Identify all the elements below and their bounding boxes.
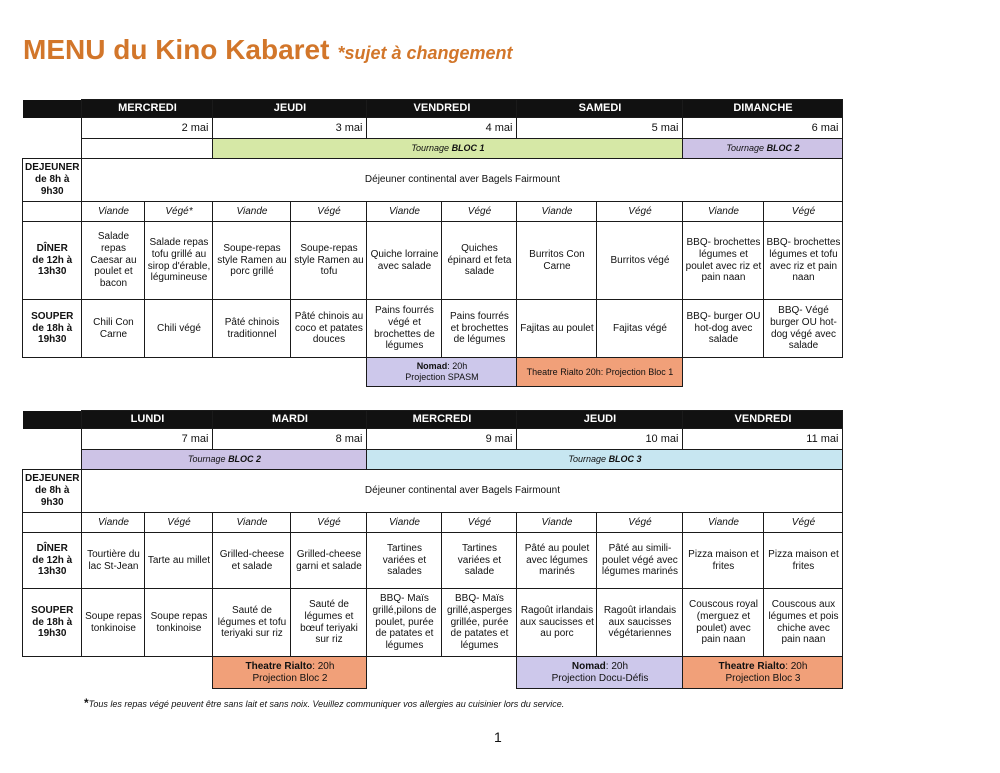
meal-name: DÎNER	[36, 542, 68, 554]
breakfast-cell: Déjeuner continental aver Bagels Fairmount	[82, 470, 843, 513]
day-header: JEUDI	[517, 411, 683, 429]
day-date: 3 mai	[213, 118, 367, 139]
menu-item: Pains fourrés et brochettes de légumes	[442, 300, 517, 358]
event-time: : 20h	[785, 660, 808, 672]
meal-label-dinner	[23, 589, 82, 657]
phase-bloc2	[683, 139, 843, 159]
day-date: 2 mai	[82, 118, 213, 139]
event-rialto: Theatre Rialto 20h: Projection Bloc 1	[517, 358, 683, 387]
sub-label: Viande	[213, 202, 291, 222]
menu-item: Quiches épinard et feta salade	[442, 222, 517, 300]
menu-item: Soupe-repas style Ramen au tofu	[291, 222, 367, 300]
sub-label: Végé	[291, 513, 367, 533]
meal-label-lunch	[23, 533, 82, 589]
day-header: MERCREDI	[367, 411, 517, 429]
menu-item: Pizza maison et frites	[683, 533, 764, 589]
menu-item: Pains fourrés végé et brochettes de légumes	[367, 300, 442, 358]
menu-item: BBQ- burger OU hot-dog avec salade	[683, 300, 764, 358]
sub-label: Végé	[597, 202, 683, 222]
menu-item: Sauté de légumes et tofu teriyaki sur riz	[213, 589, 291, 657]
phase-label: Tournage	[726, 143, 767, 154]
meal-time: de 18h à 19h30	[32, 322, 73, 346]
phase-bloc2	[82, 450, 367, 470]
week2-schedule	[22, 410, 843, 689]
meal-label-breakfast	[23, 159, 82, 202]
meal-time: de 12h à 13h30	[32, 554, 73, 578]
phase-label: Tournage	[187, 454, 229, 465]
sub-label: Végé	[764, 202, 843, 222]
menu-item: Quiche lorraine avec salade	[367, 222, 442, 300]
sub-label: Végé*	[145, 202, 213, 222]
meal-name: DEJEUNER	[25, 162, 80, 174]
menu-item: Tarte au millet	[145, 533, 213, 589]
menu-item: Fajitas au poulet	[517, 300, 597, 358]
day-date: 7 mai	[82, 429, 213, 450]
sub-label: Viande	[367, 202, 442, 222]
sub-label: Végé	[442, 202, 517, 222]
day-header: DIMANCHE	[683, 100, 843, 118]
event-venue: Theatre Rialto	[718, 660, 786, 672]
day-header: MARDI	[213, 411, 367, 429]
menu-item: Grilled-cheese garni et salade	[291, 533, 367, 589]
sub-label: Viande	[683, 202, 764, 222]
sub-label: Viande	[213, 513, 291, 533]
day-date: 6 mai	[683, 118, 843, 139]
event-rialto-bloc2	[213, 657, 367, 689]
meal-name: SOUPER	[31, 604, 74, 616]
meal-time: de 8h à 9h30	[35, 174, 70, 197]
meal-time: de 8h à 9h30	[35, 485, 70, 508]
menu-item: Couscous royal (merguez et poulet) avec pain naan	[683, 589, 764, 657]
event-venue: Nomad	[416, 361, 448, 372]
event-venue: Theatre Rialto	[245, 660, 313, 672]
event-time: : 20h	[312, 660, 335, 672]
phase-label: Tournage	[568, 454, 609, 465]
meal-name: DEJEUNER	[25, 473, 80, 485]
sub-label: Végé	[597, 513, 683, 533]
menu-item: Pizza maison et frites	[764, 533, 843, 589]
menu-item: Chili végé	[145, 300, 213, 358]
sub-empty	[23, 202, 82, 222]
meal-name: DÎNER	[36, 242, 68, 254]
event-time: : 20h	[605, 660, 629, 672]
sub-label: Viande	[82, 202, 145, 222]
menu-item: Soupe-repas style Ramen au porc grillé	[213, 222, 291, 300]
menu-item: Pâté chinois traditionnel	[213, 300, 291, 358]
day-date: 9 mai	[367, 429, 517, 450]
footnote	[84, 696, 564, 710]
day-header: VENDREDI	[683, 411, 843, 429]
meal-label-breakfast	[23, 470, 82, 513]
day-date: 8 mai	[213, 429, 367, 450]
event-desc: Projection Bloc 3	[725, 672, 801, 684]
sub-label: Végé	[145, 513, 213, 533]
menu-item: Ragoût irlandais aux saucisses végétariennes	[597, 589, 683, 657]
phase-bloc: BLOC 3	[608, 454, 642, 465]
sub-label: Végé	[764, 513, 843, 533]
sub-empty	[23, 513, 82, 533]
day-header: LUNDI	[82, 411, 213, 429]
menu-item: Soupe repas tonkinoise	[145, 589, 213, 657]
event-nomad	[367, 358, 517, 387]
day-header: SAMEDI	[517, 100, 683, 118]
menu-item: BBQ- brochettes légumes et tofu avec riz et pain naan	[764, 222, 843, 300]
day-date: 11 mai	[683, 429, 843, 450]
event-desc: Projection Docu-Défis	[551, 672, 649, 684]
sub-label: Viande	[683, 513, 764, 533]
sub-label: Viande	[367, 513, 442, 533]
event-rialto-bloc3	[683, 657, 843, 689]
phase-bloc1	[213, 139, 683, 159]
menu-item: BBQ- brochettes légumes et poulet avec riz et pain naan	[683, 222, 764, 300]
menu-item: BBQ- Maïs grillé,asperges grillée, purée de patates et légumes	[442, 589, 517, 657]
day-header: VENDREDI	[367, 100, 517, 118]
page-number: 1	[494, 729, 502, 745]
sub-label: Végé	[442, 513, 517, 533]
menu-item: Salade repas Caesar au poulet et bacon	[82, 222, 145, 300]
menu-item: Couscous aux légumes et pois chiche avec pain naan	[764, 589, 843, 657]
menu-item: BBQ- Maïs grillé,pilons de poulet, purée de patates et légumes	[367, 589, 442, 657]
menu-item: Sauté de légumes et bœuf teriyaki sur riz	[291, 589, 367, 657]
sub-label: Viande	[517, 513, 597, 533]
event-nomad-docu	[517, 657, 683, 689]
footnote-star: *	[84, 696, 89, 710]
week1-schedule	[22, 99, 843, 387]
menu-item: Pâté au poulet avec légumes marinés	[517, 533, 597, 589]
day-header: JEUDI	[213, 100, 367, 118]
menu-item: Burritos végé	[597, 222, 683, 300]
menu-item: Chili Con Carne	[82, 300, 145, 358]
menu-item: Tartines variées et salade	[442, 533, 517, 589]
menu-item: Pâté chinois au coco et patates douces	[291, 300, 367, 358]
event-desc: Projection SPASM	[405, 372, 479, 382]
meal-label-dinner	[23, 300, 82, 358]
event-time: : 20h	[447, 361, 468, 372]
footnote-text: Tous les repas végé peuvent être sans lait et sans noix. Veuillez communiquer vos allergies au cuisinier lors du service.	[88, 699, 565, 709]
menu-item: Salade repas tofu grillé au sirop d'érable, légumineuse	[145, 222, 213, 300]
day-header: MERCREDI	[82, 100, 213, 118]
meal-time: de 12h à 13h30	[32, 254, 73, 278]
page-title	[23, 34, 513, 66]
menu-item: Burritos Con Carne	[517, 222, 597, 300]
menu-item: BBQ- Végé burger OU hot-dog végé avec salade	[764, 300, 843, 358]
menu-item: Fajitas végé	[597, 300, 683, 358]
menu-item: Soupe repas tonkinoise	[82, 589, 145, 657]
menu-title: MENU du Kino Kabaret	[23, 34, 330, 65]
phase-bloc: BLOC 1	[451, 143, 485, 154]
phase-bloc3	[367, 450, 843, 470]
phase-bloc: BLOC 2	[228, 454, 262, 465]
menu-subtitle: *sujet à changement	[337, 43, 513, 63]
phase-bloc: BLOC 2	[766, 143, 800, 154]
breakfast-cell: Déjeuner continental aver Bagels Fairmount	[82, 159, 843, 202]
day-date: 10 mai	[517, 429, 683, 450]
day-date: 5 mai	[517, 118, 683, 139]
menu-item: Tourtière du lac St-Jean	[82, 533, 145, 589]
event-desc: Projection Bloc 2	[252, 672, 328, 684]
meal-name: SOUPER	[31, 310, 74, 322]
day-date: 4 mai	[367, 118, 517, 139]
meal-time: de 18h à 19h30	[32, 616, 73, 640]
event-venue: Nomad	[571, 660, 606, 672]
sub-label: Viande	[82, 513, 145, 533]
phase-label: Tournage	[411, 143, 452, 154]
sub-label: Végé	[291, 202, 367, 222]
menu-item: Pâté au simili-poulet végé avec légumes marinés	[597, 533, 683, 589]
menu-item: Ragoût irlandais aux saucisses et au porc	[517, 589, 597, 657]
phase-empty	[82, 139, 213, 159]
menu-item: Tartines variées et salades	[367, 533, 442, 589]
menu-item: Grilled-cheese et salade	[213, 533, 291, 589]
meal-label-lunch	[23, 222, 82, 300]
sub-label: Viande	[517, 202, 597, 222]
